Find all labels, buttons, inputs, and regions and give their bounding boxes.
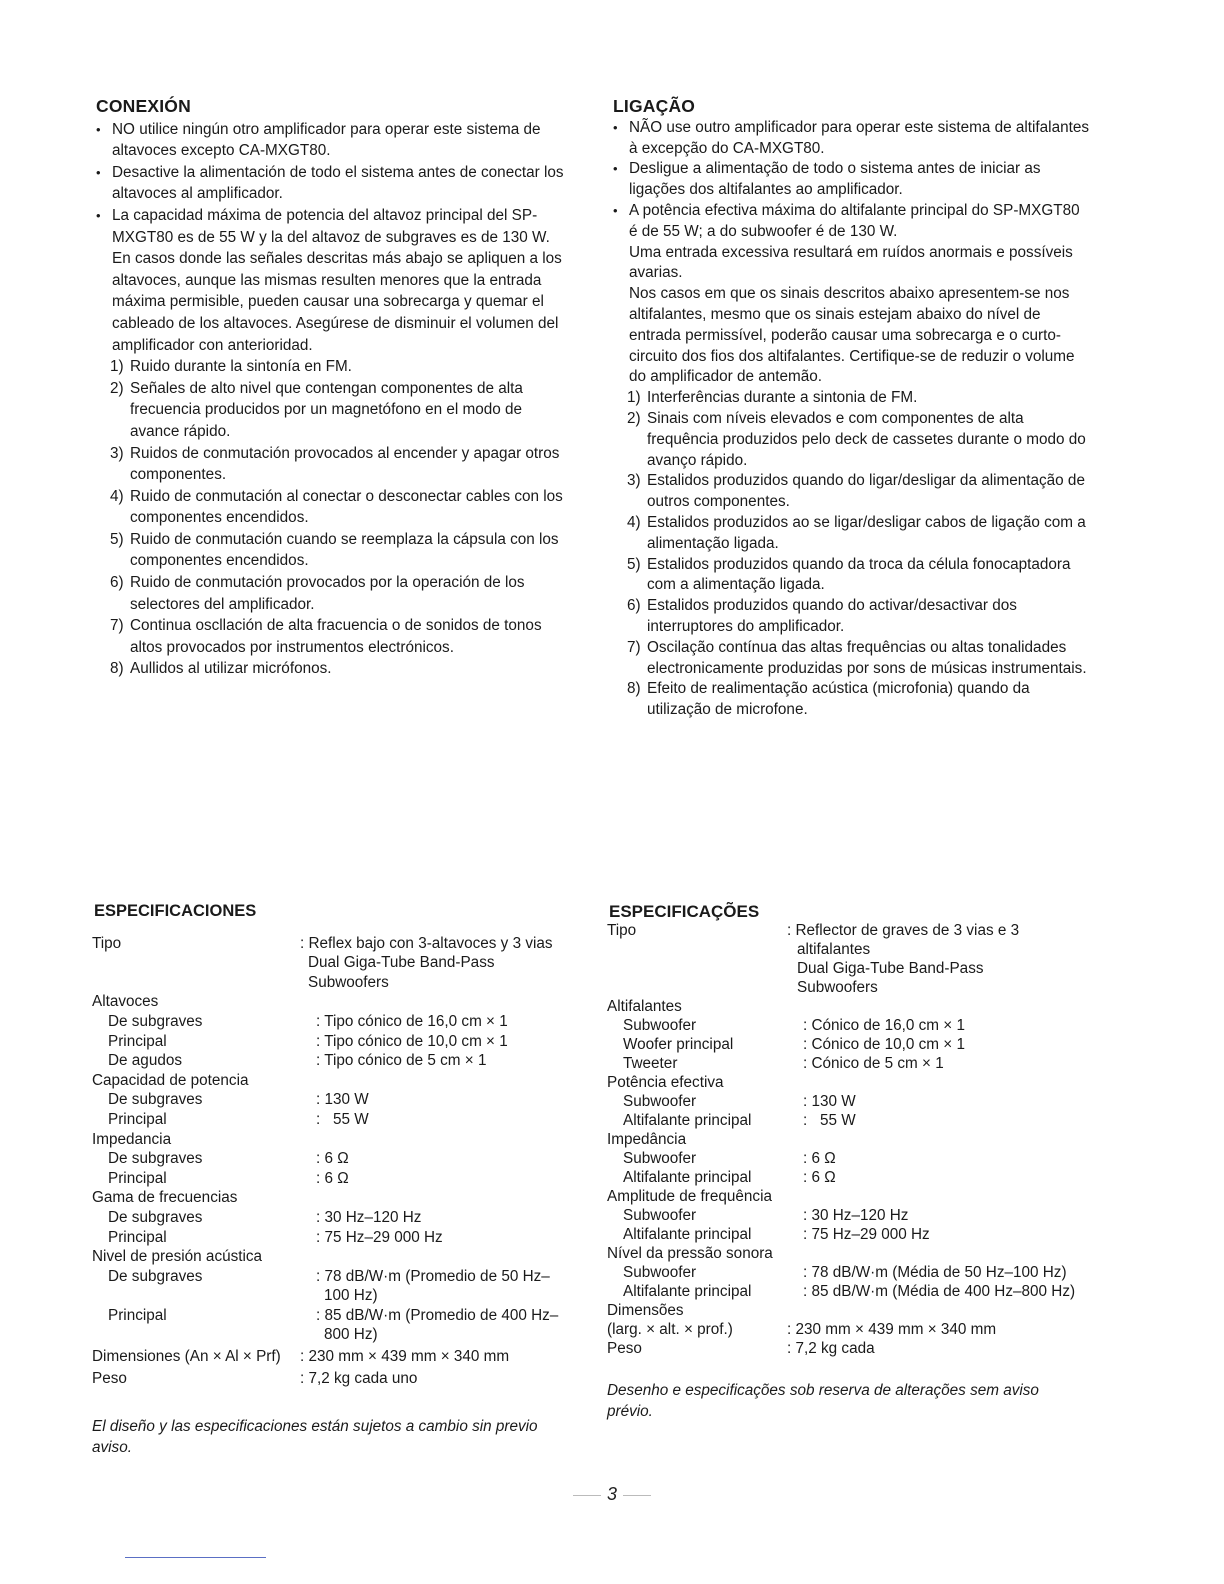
list-item: 6) Ruido de conmutación provocados por la operación de los selectores del amplificador. xyxy=(110,574,525,613)
divider xyxy=(573,1495,601,1496)
spec-row: De agudos : Tipo cónico de 5 cm × 1 xyxy=(108,1052,487,1070)
list-item: • Desligue a alimentação de todo o sistema antes de iniciar as ligações dos altifalantes ao amplificador. xyxy=(611,159,1089,201)
list-item: 4) Estalidos produzidos ao se ligar/desligar cabos de ligação com a alimentação ligada. xyxy=(627,513,1086,552)
ligacao-paragraph: Uma entrada excessiva resultará em ruídos anormais e possíveis avarias. xyxy=(629,243,1073,282)
spec-row: Subwoofer : 30 Hz–120 Hz xyxy=(623,1207,909,1224)
ligacao-numbered-list xyxy=(611,388,1089,721)
conexion-numbered-list xyxy=(94,356,572,680)
spec-group-label: Impedancia xyxy=(92,1130,172,1148)
spec-group-label: Nível da pressão sonora xyxy=(607,1245,773,1262)
list-item: • La capacidad máxima de potencia del altavoz principal del SP-MXGT80 es de 55 W y la del altavoz de subgraves es de 130 W. En casos donde las señales descritas más abajo se apliquen a los altavoces, aunque las mismas resulten menores que la entrada máxima permisible, pueden causar una sobrecarga y quemar el cableado de los altavoces. Asegúrese de disminuir el volumen del amplificador con anterioridad. xyxy=(94,205,572,356)
list-item: • NO utilice ningún otro amplificador para operar este sistema de altavoces excepto CA-MXGT80. xyxy=(94,119,572,162)
spec-group-label: Gama de frecuencias xyxy=(92,1189,238,1207)
list-item: 5) Ruido de conmutación cuando se reemplaza la cápsula con los componentes encendidos. xyxy=(110,530,559,570)
spec-row: De subgraves : 30 Hz–120 Hz xyxy=(108,1208,422,1226)
list-item: 6) Estalidos produzidos quando do activar/desactivar dos interruptores do amplificador. xyxy=(627,597,1017,635)
spec-row: Subwoofer : Cónico de 16,0 cm × 1 xyxy=(623,1017,965,1034)
spec-row: Principal : 75 Hz–29 000 Hz xyxy=(108,1228,443,1246)
divider xyxy=(623,1495,651,1496)
spec-row: De subgraves : 130 W xyxy=(108,1091,369,1109)
list-item: 7) Oscilação contínua das altas frequências ou altas tonalidades electronicamente produzidas por sons de músicas instrumentais. xyxy=(627,638,1087,677)
list-item: 1) Ruido durante la sintonía en FM. xyxy=(110,358,352,376)
conexion-title: CONEXIÓN xyxy=(96,96,191,116)
list-item: 1) Interferências durante a sintonia de FM. xyxy=(627,389,918,407)
spec-row: Peso : 7,2 kg cada uno xyxy=(92,1369,418,1387)
list-item: 4) Ruido de conmutación al conectar o desconectar cables con los componentes encendidos. xyxy=(110,487,563,527)
list-item: 5) Estalidos produzidos quando da troca da célula fonocaptadora com a alimentação ligada. xyxy=(627,555,1071,594)
spec-row: Principal : 55 W xyxy=(108,1110,369,1128)
spec-row: Altifalante principal : 85 dB/W·m (Média de 400 Hz–800 Hz) xyxy=(623,1283,1076,1300)
spec-group-label: Impedância xyxy=(607,1131,687,1148)
page-number: 3 xyxy=(0,1484,1224,1505)
spec-row: Woofer principal : Cónico de 10,0 cm × 1 xyxy=(623,1036,965,1053)
spec-row: Peso : 7,2 kg cada xyxy=(607,1340,875,1357)
disclaimer-note: Desenho e especificações sob reserva de alterações sem aviso prévio. xyxy=(607,1382,1039,1420)
list-item: 8) Efeito de realimentação acústica (microfonia) quando da utilização de microfone. xyxy=(627,680,1030,719)
spec-group-label: Altifalantes xyxy=(607,998,682,1015)
spec-row: Tweeter : Cónico de 5 cm × 1 xyxy=(623,1055,944,1072)
ligacao-bullets xyxy=(611,118,1089,243)
list-item: 2) Señales de alto nivel que contengan componentes de alta frecuencia producidos por un magnetófono en el modo de avance rápido. xyxy=(110,379,523,440)
spec-group-label: Capacidad de potencia xyxy=(92,1071,249,1089)
spec-row: Dimensiones (An × Al × Prf) : 230 mm × 439 mm × 340 mm xyxy=(92,1348,510,1366)
spec-row: Tipo : Reflector de graves de 3 vias e 3 altifalantes Dual Giga-Tube Band-Pass Subwoofers xyxy=(607,922,1020,996)
ligacao-section xyxy=(611,96,1089,721)
list-item: 7) Continua oscllación de alta fracuencia o de sonidos de tonos altos provocados por instrumentos electrónicos. xyxy=(110,617,542,656)
especificacoes-title: ESPECIFICAÇÕES xyxy=(609,902,760,921)
ligacao-title: LIGAÇÃO xyxy=(613,96,696,116)
spec-group-label: Altavoces xyxy=(92,993,159,1011)
spec-row: Subwoofer : 130 W xyxy=(623,1093,856,1110)
especificacoes-section xyxy=(607,902,1097,1422)
spec-row: Altifalante principal : 75 Hz–29 000 Hz xyxy=(623,1226,930,1243)
disclaimer-note: El diseño y las especificaciones están sujetos a cambio sin previo aviso. xyxy=(92,1418,538,1457)
spec-row: Principal : Tipo cónico de 10,0 cm × 1 xyxy=(108,1032,508,1050)
conexion-section xyxy=(94,96,572,680)
spec-row: Altifalante principal : 6 Ω xyxy=(623,1169,836,1186)
spec-row: Principal : 6 Ω xyxy=(108,1169,349,1187)
especificaciones-title: ESPECIFICACIONES xyxy=(94,902,257,920)
list-item: • A potência efectiva máxima do altifalante principal do SP-MXGT80 é de 55 W; a do subwoofer é de 130 W. xyxy=(611,201,1089,243)
especificaciones-section xyxy=(92,902,582,1458)
spec-row: De subgraves : 6 Ω xyxy=(108,1150,349,1168)
spec-group-label: Nivel de presión acústica xyxy=(92,1248,263,1266)
spec-group-label: Potência efectiva xyxy=(607,1074,724,1091)
list-item: • Desactive la alimentación de todo el sistema antes de conectar los altavoces al amplificador. xyxy=(94,162,572,205)
list-item: 3) Estalidos produzidos quando do ligar/desligar da alimentação de outros componentes. xyxy=(627,472,1085,511)
ligacao-paragraph: Nos casos em que os sinais descritos abaixo apresentem-se nos altifalantes, mesmo que os sinais estejam abaixo do nível de entrada permissível, poderão causar uma sobrecarga e o curto-circuito dos fios dos altifalantes. Certifique-se de reduzir o volume do amplificador de antemão. xyxy=(629,285,1075,386)
spec-row: Altifalante principal : 55 W xyxy=(623,1112,856,1129)
spec-row: Principal : 85 dB/W·m (Promedio de 400 Hz– 800 Hz) xyxy=(108,1306,559,1344)
list-item: 2) Sinais com níveis elevados e com componentes de alta frequência produzidos pelo deck de cassetes durante o modo do avanço rápido. xyxy=(627,409,1086,469)
divider xyxy=(125,1557,266,1558)
list-item: 3) Ruidos de conmutación provocados al encender y apagar otros componentes. xyxy=(110,444,560,484)
spec-row: (larg. × alt. × prof.) : 230 mm × 439 mm × 340 mm xyxy=(607,1321,997,1338)
spec-row: Tipo : Reflex bajo con 3-altavoces y 3 vias Dual Giga-Tube Band-Pass Subwoofers xyxy=(92,934,553,991)
list-item: • NÃO use outro amplificador para operar este sistema de altifalantes à excepção do CA-MXGT80. xyxy=(611,118,1089,160)
spec-row: Subwoofer : 6 Ω xyxy=(623,1150,836,1167)
spec-row: De subgraves : 78 dB/W·m (Promedio de 50 Hz– 100 Hz) xyxy=(108,1267,550,1305)
spec-group-label: Amplitude de frequência xyxy=(607,1188,772,1205)
spec-row: Subwoofer : 78 dB/W·m (Média de 50 Hz–100 Hz) xyxy=(623,1264,1067,1281)
spec-row: De subgraves : Tipo cónico de 16,0 cm × 1 xyxy=(108,1012,508,1030)
list-item: 8) Aullidos al utilizar micrófonos. xyxy=(110,660,332,678)
spec-group-label: Dimensões xyxy=(607,1302,684,1319)
conexion-bullets xyxy=(94,119,572,357)
